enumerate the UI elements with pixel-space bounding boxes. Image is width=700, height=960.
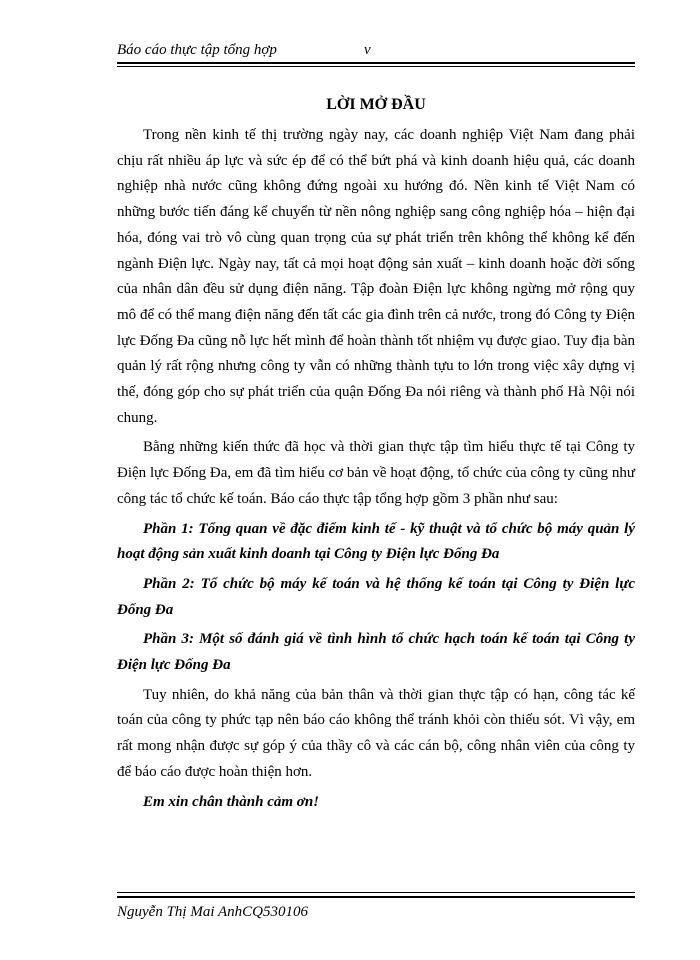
thanks-line: Em xin chân thành cảm ơn! xyxy=(143,793,320,810)
author-line: Nguyễn Thị Mai AnhCQ530106 xyxy=(117,904,308,920)
part-3: Phần 3: Một số đánh giá về tình hình tổ chức hạch toán kế toán tại Công ty Điện lực Đống Đa xyxy=(117,631,635,674)
document-title: LỜI MỞ ĐẦU xyxy=(326,96,426,113)
part-2: Phần 2: Tổ chức bộ máy kế toán và hệ thống kế toán tại Công ty Điện lực Đống Đa xyxy=(117,575,635,618)
report-title: Báo cáo thực tập tổng hợp xyxy=(117,42,277,58)
overview-paragraph: Bằng những kiến thức đã học và thời gian thực tập tìm hiểu thực tế tại Công ty Điện lực Đống Đa, em đã tìm hiểu cơ bản về hoạt động, tổ chức của công ty cũng như công tác tổ chức kế toán. Báo cáo thực tập tổng hợp gồm 3 phần như sau: xyxy=(117,439,635,507)
page-number: v xyxy=(364,42,371,58)
intro-paragraph: Trong nền kinh tế thị trường ngày nay, các doanh nghiệp Việt Nam đang phải chịu rất nhiều áp lực và sức ép để có thể bứt phá và kinh doanh hiệu quả, các doanh nghiệp nhà nước cũng không đứng ngoài xu hướng đó. Nền kinh tế Việt Nam có những bước tiến đáng kể chuyển từ nền nông nghiệp sang công nghiệp hóa – hiện đại hóa, đóng vai trò vô cùng quan trọng của sự phát triển trên không thể không kể đến ngành Điện lực. Ngày nay, tất cả mọi hoạt động sản xuất – kinh doanh hoặc đời sống của nhân dân đều sử dụng điện năng. Tập đoàn Điện lực không ngừng mở rộng quy mô để có thể mang điện năng đến tất các gia đình trên cả nước, trong đó Công ty Điện lực Đống Đa cũng nỗ lực hết mình để hoàn thành tốt nhiệm vụ được giao. Tuy địa bàn quản lý rất rộng nhưng công ty vẫn có những thành tựu to lớn trong việc xây dựng vị thế, đóng góp cho sự phát triển của quận Đống Đa nói riêng và thành phố Hà Nội nói chung. xyxy=(117,127,635,426)
document-body xyxy=(117,95,635,815)
page-footer xyxy=(117,892,635,921)
part-1: Phần 1: Tổng quan về đặc điểm kinh tế - kỹ thuật và tổ chức bộ máy quản lý hoạt động sản xuất kinh doanh tại Công ty Điện lực Đống Đa xyxy=(117,520,635,563)
closing-paragraph: Tuy nhiên, do khả năng của bản thân và thời gian thực tập có hạn, công tác kế toán của công ty phức tạp nên báo cáo không thể tránh khỏi còn thiếu sót. Vì vậy, em rất mong nhận được sự góp ý của thầy cô và các cán bộ, công nhân viên của công ty để báo cáo được hoàn thiện hơn. xyxy=(117,686,635,780)
page-header xyxy=(117,40,635,64)
